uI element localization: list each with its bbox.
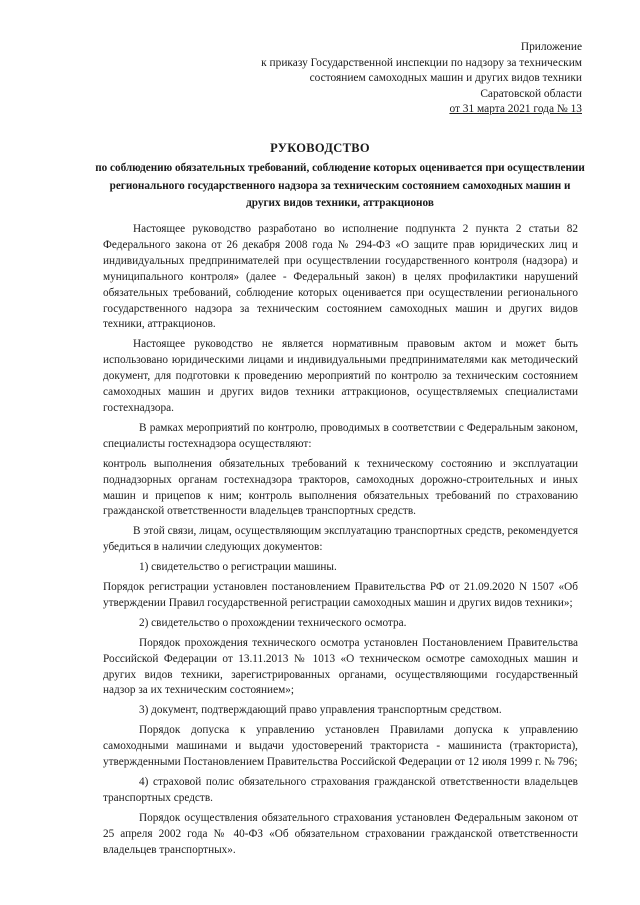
paragraph-inspection-order: Порядок прохождения технического осмотра установлен Постановлением Правительства Российской Федерации от 13.11.2013 № 1013 «О техническом осмотре самоходных машин и других видов техники, зарегистрированных органами, осуществляющими государственный надзор за их техническим состоянием»; [103, 636, 578, 697]
appendix-region-line: Саратовской области [480, 87, 582, 100]
document-body [103, 222, 578, 863]
appendix-date-line: от 31 марта 2021 года № 13 [449, 103, 582, 115]
appendix-authority-line: состоянием самоходных машин и других видов техники [309, 72, 582, 84]
paragraph-recommendation: В этой связи, лицам, осуществляющим эксплуатацию транспортных средств, рекомендуется убедиться в наличии следующих документов: [103, 525, 578, 554]
paragraph-admission-order: Порядок допуска к управлению установлен Правилами допуска к управлению самоходными машинами и выдачи удостоверений тракториста - машиниста (тракториста), утвержденными Постановлением Правительства Российской Федерации от 12 июля 1999 г. № 796; [103, 724, 578, 769]
paragraph-scope: В рамках мероприятий по контролю, проводимых в соответствии с Федеральным законом, специалисты гостехнадзора осуществляют: [103, 421, 578, 450]
paragraph-control: контроль выполнения обязательных требований к техническому состоянию и эксплуатации поднадзорных органам гостехнадзора тракторов, самоходных дорожно-строительных и иных машин и прицепов к ним; контроль выполнения обязательных требований по страхованию гражданской ответственности владельцев транспортных средств. [103, 457, 578, 518]
paragraph-insurance-order: Порядок осуществления обязательного страхования установлен Федеральным законом от 25 апреля 2002 года № 40-ФЗ «Об обязательном страховании гражданской ответственности владельцев транспортных». [103, 811, 578, 856]
appendix-block [200, 40, 582, 118]
document-subtitle: по соблюдению обязательных требований, соблюдение которых оценивается при осуществлении регионального государственного надзора за техническим состоянием самоходных машин и других видов техники, аттракционов [95, 162, 585, 209]
list-item-inspection: 2) свидетельство о прохождении технического осмотра. [139, 616, 407, 629]
list-item-registration: 1) свидетельство о регистрации машины. [139, 561, 337, 574]
paragraph-intro: Настоящее руководство разработано во исполнение подпункта 2 пункта 2 статьи 82 Федерального закона от 26 декабря 2008 года № 294-ФЗ «О защите прав юридических лиц и индивидуальных предпринимателей при осуществлении государственного контроля (надзора) и муниципального контроля» (далее - Федеральный закон) в целях профилактики нарушений обязательных требований, соблюдение которых оценивается при осуществлении регионального государственного надзора за техническим состоянием самоходных машин и других видов техники, аттракционов. [103, 223, 578, 331]
paragraph-registration-order: Порядок регистрации установлен постановлением Правительства РФ от 21.09.2020 N 1507 «Об утверждении Правил государственной регистрации самоходных машин и других видов техники»; [103, 581, 578, 609]
appendix-order-line: к приказу Государственной инспекции по надзору за техническим [261, 56, 582, 69]
list-item-driving-right: 3) документ, подтверждающий право управления транспортным средством. [139, 704, 502, 717]
document-title: РУКОВОДСТВО [270, 141, 370, 155]
appendix-label: Приложение [520, 41, 582, 53]
paragraph-status: Настоящее руководство не является нормативным правовым актом и может быть использовано юридическими лицами и индивидуальными предпринимателями как методический документ, для подготовки к проведению мероприятий по контролю за техническим состоянием самоходных машин и других видов техники аттракционов, осуществляемых специалистами гостехнадзора. [103, 338, 578, 414]
list-item-insurance: 4) страховой полис обязательного страхования гражданской ответственности владельцев транспортных средств. [103, 776, 578, 804]
